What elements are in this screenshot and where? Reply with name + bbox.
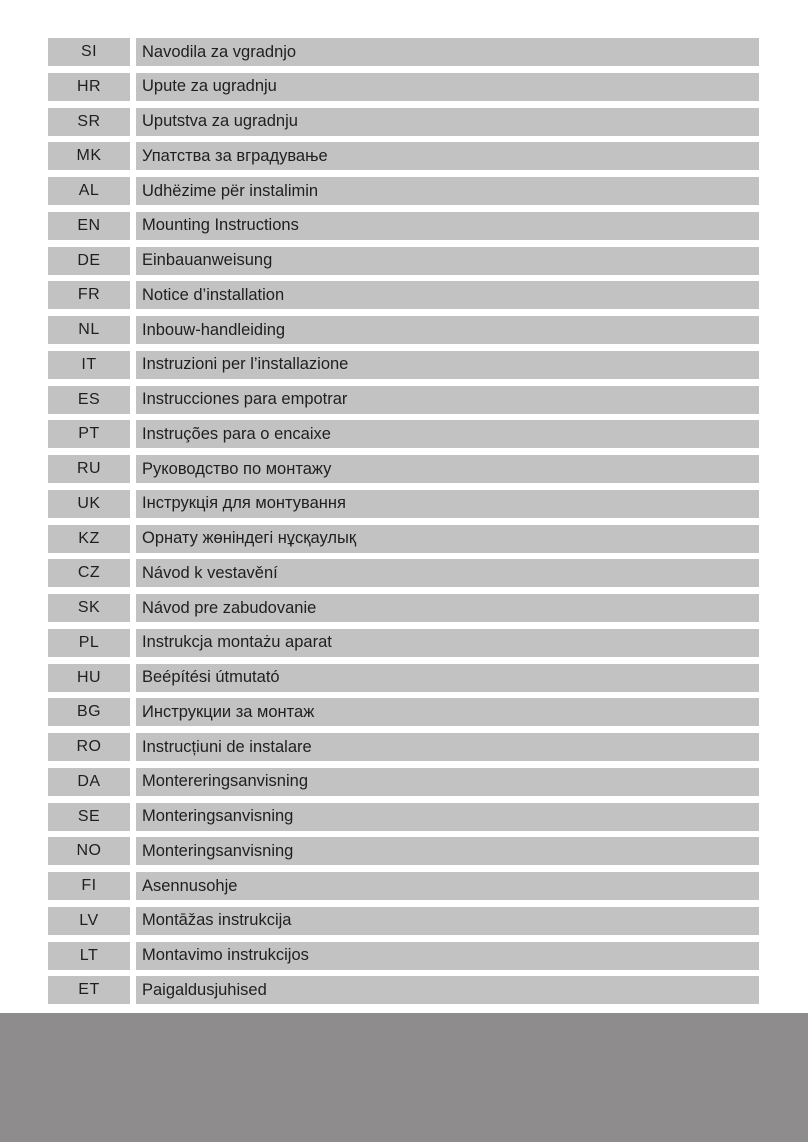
language-title: Asennusohje [136, 872, 759, 900]
language-code: SR [48, 108, 130, 136]
language-code: PT [48, 420, 130, 448]
language-code: KZ [48, 525, 130, 553]
language-title: Monteringsanvisning [136, 803, 759, 831]
language-list [48, 38, 759, 1004]
language-row-sk[interactable] [48, 594, 759, 622]
language-code: FI [48, 872, 130, 900]
language-code: SK [48, 594, 130, 622]
language-code: DE [48, 247, 130, 275]
language-title: Instruções para o encaixe [136, 420, 759, 448]
language-row-al[interactable] [48, 177, 759, 205]
language-code: RU [48, 455, 130, 483]
language-row-no[interactable] [48, 837, 759, 865]
language-row-lv[interactable] [48, 907, 759, 935]
language-title: Instrukcja montażu aparat [136, 629, 759, 657]
language-row-it[interactable] [48, 351, 759, 379]
language-row-ru[interactable] [48, 455, 759, 483]
language-code: CZ [48, 559, 130, 587]
language-title: Упатства за вградување [136, 142, 759, 170]
language-title: Montāžas instrukcija [136, 907, 759, 935]
language-title: Instrucciones para empotrar [136, 386, 759, 414]
language-row-sr[interactable] [48, 108, 759, 136]
language-row-se[interactable] [48, 803, 759, 831]
language-title: Notice d’installation [136, 281, 759, 309]
language-row-et[interactable] [48, 976, 759, 1004]
language-title: Руководство по монтажу [136, 455, 759, 483]
language-title: Udhëzime për instalimin [136, 177, 759, 205]
language-code: SE [48, 803, 130, 831]
language-code: SI [48, 38, 130, 66]
language-title: Návod pre zabudovanie [136, 594, 759, 622]
language-code: ET [48, 976, 130, 1004]
language-row-mk[interactable] [48, 142, 759, 170]
language-row-pl[interactable] [48, 629, 759, 657]
language-code: HR [48, 73, 130, 101]
language-code: LT [48, 942, 130, 970]
language-code: NO [48, 837, 130, 865]
language-code: LV [48, 907, 130, 935]
language-title: Mounting Instructions [136, 212, 759, 240]
language-code: ES [48, 386, 130, 414]
language-title: Navodila za vgradnjo [136, 38, 759, 66]
language-row-hr[interactable] [48, 73, 759, 101]
language-row-lt[interactable] [48, 942, 759, 970]
language-row-ro[interactable] [48, 733, 759, 761]
language-title: Einbauanweisung [136, 247, 759, 275]
language-title: Upute za ugradnju [136, 73, 759, 101]
language-row-kz[interactable] [48, 525, 759, 553]
language-code: DA [48, 768, 130, 796]
language-title: Орнату жөніндегі нұсқаулық [136, 525, 759, 553]
language-row-si[interactable] [48, 38, 759, 66]
language-row-fi[interactable] [48, 872, 759, 900]
language-row-de[interactable] [48, 247, 759, 275]
language-row-uk[interactable] [48, 490, 759, 518]
language-code: FR [48, 281, 130, 309]
footer-band [0, 1013, 808, 1142]
language-row-cz[interactable] [48, 559, 759, 587]
language-code: HU [48, 664, 130, 692]
language-title: Instruzioni per l’installazione [136, 351, 759, 379]
language-code: IT [48, 351, 130, 379]
language-row-pt[interactable] [48, 420, 759, 448]
language-title: Návod k vestavění [136, 559, 759, 587]
language-code: MK [48, 142, 130, 170]
language-code: AL [48, 177, 130, 205]
language-title: Inbouw-handleiding [136, 316, 759, 344]
language-code: PL [48, 629, 130, 657]
language-title: Beépítési útmutató [136, 664, 759, 692]
language-code: RO [48, 733, 130, 761]
language-row-nl[interactable] [48, 316, 759, 344]
language-code: NL [48, 316, 130, 344]
language-row-hu[interactable] [48, 664, 759, 692]
language-title: Montereringsanvisning [136, 768, 759, 796]
language-code: UK [48, 490, 130, 518]
language-title: Monteringsanvisning [136, 837, 759, 865]
language-title: Інструкція для монтування [136, 490, 759, 518]
language-row-fr[interactable] [48, 281, 759, 309]
language-code: BG [48, 698, 130, 726]
language-row-en[interactable] [48, 212, 759, 240]
language-title: Montavimo instrukcijos [136, 942, 759, 970]
language-row-es[interactable] [48, 386, 759, 414]
language-title: Uputstva za ugradnju [136, 108, 759, 136]
language-code: EN [48, 212, 130, 240]
language-title: Instrucțiuni de instalare [136, 733, 759, 761]
language-row-bg[interactable] [48, 698, 759, 726]
language-row-da[interactable] [48, 768, 759, 796]
language-title: Paigaldusjuhised [136, 976, 759, 1004]
language-title: Инструкции за монтаж [136, 698, 759, 726]
